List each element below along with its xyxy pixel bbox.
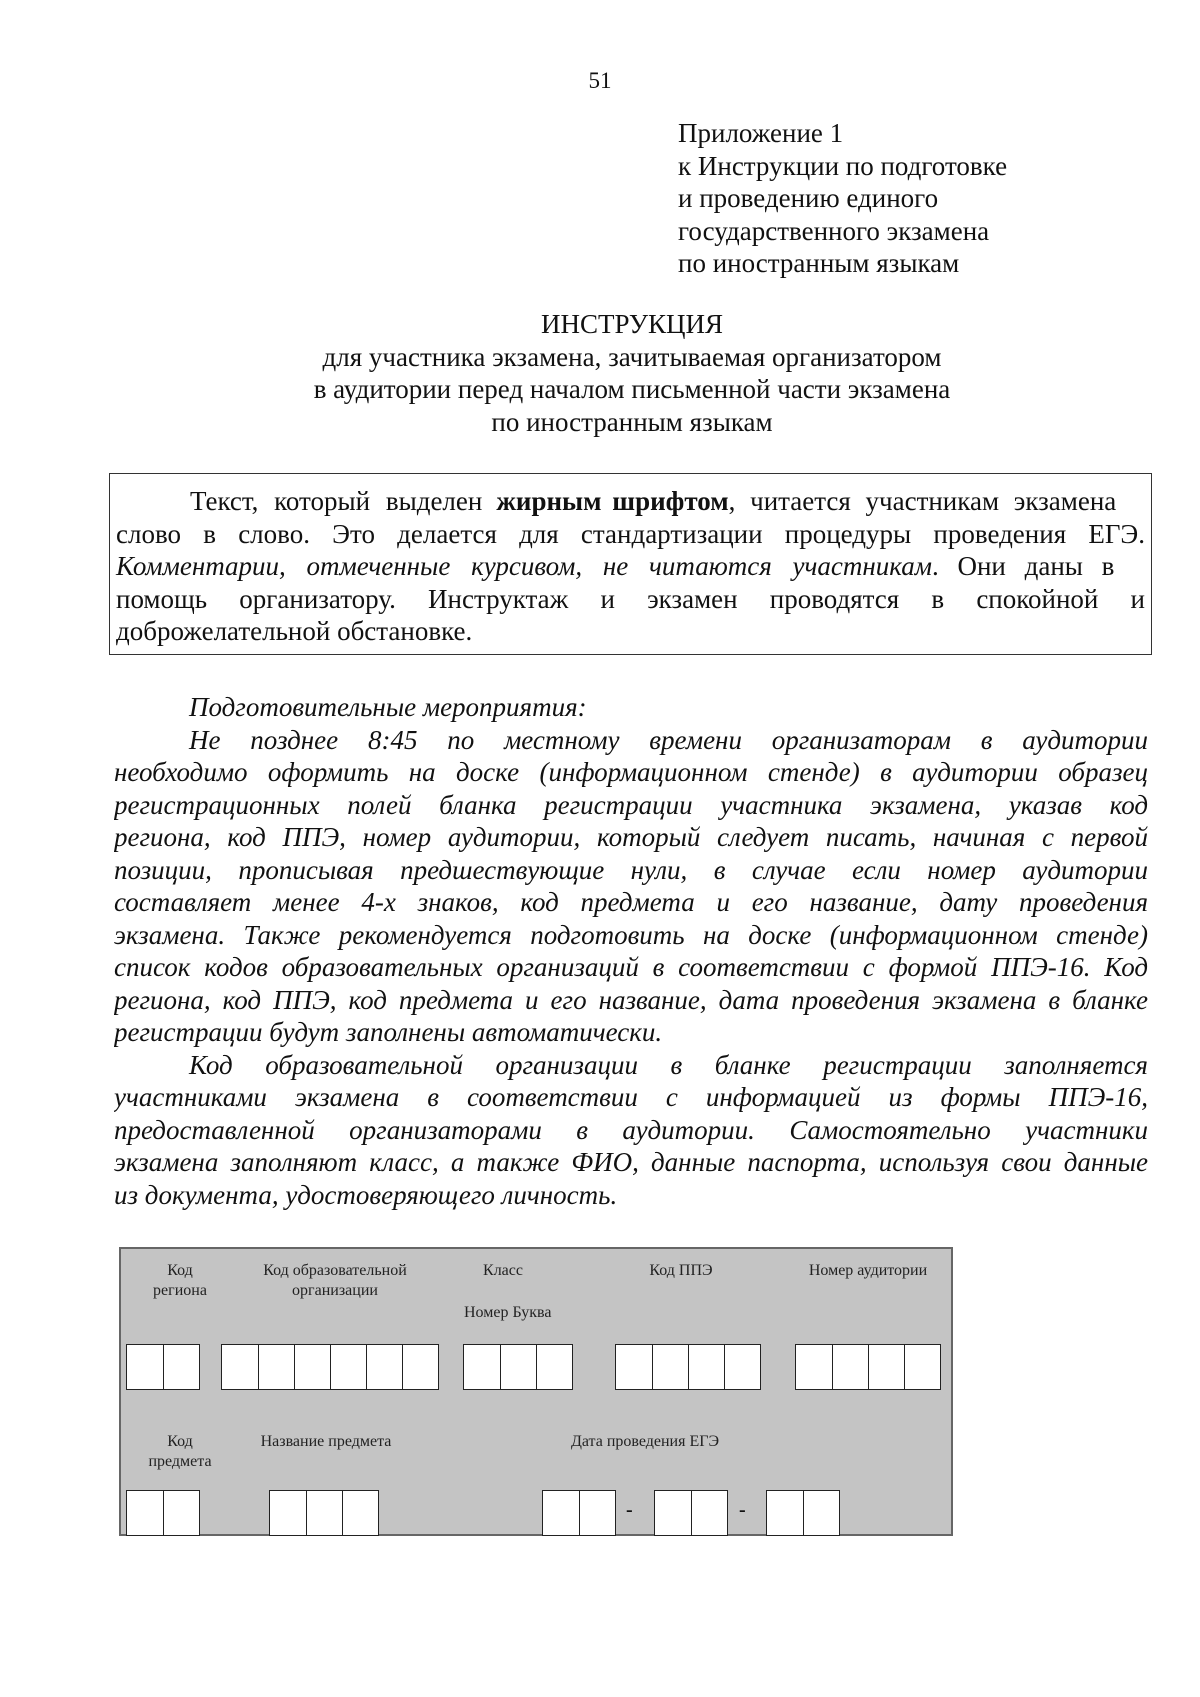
input-cell — [270, 1491, 306, 1535]
paragraph-line: экзамена заполняют класс, а также ФИО, данные паспорта, используя свои данные — [114, 1147, 1148, 1177]
notice-line — [116, 485, 1145, 518]
paragraph-line: Не позднее 8:45 по местному времени организаторам в аудитории — [189, 724, 1148, 755]
input-cell — [127, 1345, 163, 1389]
notice-bold-text: жирным шрифтом — [496, 486, 729, 516]
paragraph-line: экзамена. Также рекомендуется подготовить на доске (информационном стенде) — [114, 919, 1148, 950]
org-code-label — [253, 1261, 417, 1301]
paragraph-line: позиции, прописывая предшествующие нули, в случае если номер аудитории — [114, 854, 1148, 885]
class-cells — [463, 1344, 573, 1390]
ppe-code-cells — [615, 1344, 761, 1390]
appendix-line: по иностранным языкам — [678, 248, 960, 278]
input-cell — [306, 1491, 342, 1535]
label-line: предмета — [148, 1453, 212, 1470]
class-sub-label: Номер Буква — [464, 1304, 552, 1321]
class-label: Класс — [483, 1262, 523, 1279]
input-cell — [163, 1345, 199, 1389]
paragraph-line: региона, код ППЭ, номер аудитории, который следует писать, начиная с первой — [114, 822, 1148, 852]
input-cell — [163, 1491, 199, 1535]
input-cell — [294, 1345, 330, 1389]
paragraph-line: необходимо оформить на доске (информационном стенде) в аудитории образец — [114, 757, 1148, 787]
page-number: 51 — [588, 68, 612, 93]
registration-form-sample — [119, 1247, 953, 1536]
notice-box — [109, 473, 1152, 655]
exam-date-year-cells — [766, 1490, 840, 1536]
input-cell — [803, 1491, 839, 1535]
room-number-cells — [795, 1344, 941, 1390]
subtitle-line: по иностранным языкам — [491, 406, 773, 437]
org-code-cells — [221, 1344, 439, 1390]
input-cell — [222, 1345, 258, 1389]
room-number-label: Номер аудитории — [808, 1262, 928, 1279]
notice-text: . Они даны в — [931, 551, 1115, 581]
input-cell — [767, 1491, 803, 1535]
notice-line: доброжелательной обстановке. — [116, 616, 473, 646]
notice-text: Текст, который выделен — [190, 486, 483, 516]
input-cell — [688, 1345, 724, 1389]
input-cell — [904, 1345, 940, 1389]
region-code-cells — [126, 1344, 200, 1390]
region-code-label — [145, 1261, 215, 1301]
exam-date-month-cells — [654, 1490, 728, 1536]
notice-line: помощь организатору. Инструктаж и экзамен проводятся в спокойной и — [116, 583, 1145, 614]
paragraph-line: предоставленной организаторами в аудитории. Самостоятельно участники — [114, 1114, 1148, 1145]
appendix-note — [678, 117, 1007, 280]
input-cell — [536, 1345, 572, 1389]
appendix-line: Приложение 1 — [678, 118, 844, 148]
instructions-body — [114, 691, 1148, 1211]
appendix-line: к Инструкции по подготовке — [678, 150, 1008, 181]
paragraph-line: регистрационных полей бланка регистрации участника экзамена, указав код — [114, 789, 1148, 820]
document-title: ИНСТРУКЦИЯ — [541, 309, 723, 339]
input-cell — [652, 1345, 688, 1389]
notice-line: слово в слово. Это делается для стандартизации процедуры проведения ЕГЭ. — [116, 518, 1145, 549]
input-cell — [616, 1345, 652, 1389]
subtitle-line: для участника экзамена, зачитываемая организатором — [322, 341, 942, 372]
date-separator: - — [739, 1499, 746, 1521]
notice-text: , читается участникам экзамена — [728, 486, 1117, 516]
notice-line — [116, 550, 1145, 583]
appendix-line: и проведению единого — [678, 183, 939, 213]
label-line: Код — [167, 1262, 193, 1279]
input-cell — [258, 1345, 294, 1389]
subject-code-label — [145, 1432, 215, 1472]
input-cell — [579, 1491, 615, 1535]
input-cell — [330, 1345, 366, 1389]
label-line: организации — [292, 1282, 378, 1299]
paragraph-line: список кодов образовательных организаций в соответствии с формой ППЭ-16. Код — [114, 952, 1148, 982]
input-cell — [832, 1345, 868, 1389]
input-cell — [127, 1491, 163, 1535]
paragraph-line: из документа, удостоверяющего личность. — [114, 1179, 618, 1210]
title-block — [0, 308, 1200, 438]
label-line: Код образовательной — [263, 1262, 407, 1279]
appendix-line: государственного экзамена — [678, 215, 990, 246]
input-cell — [868, 1345, 904, 1389]
paragraph-line: участниками экзамена в соответствии с информацией из формы ППЭ-16, — [114, 1082, 1148, 1112]
input-cell — [500, 1345, 536, 1389]
subject-name-label: Название предмета — [260, 1433, 392, 1450]
paragraph-line: Код образовательной организации в бланке регистрации заполняется — [189, 1049, 1148, 1080]
label-line: Код — [167, 1433, 193, 1450]
input-cell — [464, 1345, 500, 1389]
exam-date-day-cells — [542, 1490, 616, 1536]
label-line: региона — [153, 1282, 207, 1299]
subtitle-line: в аудитории перед началом письменной части экзамена — [313, 374, 951, 404]
exam-date-label: Дата проведения ЕГЭ — [570, 1433, 720, 1450]
paragraph-line: регистрации будут заполнены автоматически. — [114, 1017, 663, 1047]
input-cell — [796, 1345, 832, 1389]
paragraph-line: региона, код ППЭ, код предмета и его название, дата проведения экзамена в бланке — [114, 984, 1148, 1015]
subject-code-cells — [126, 1490, 200, 1536]
ppe-code-label: Код ППЭ — [649, 1262, 713, 1279]
input-cell — [402, 1345, 438, 1389]
input-cell — [655, 1491, 691, 1535]
paragraph-line: составляет менее 4-х знаков, код предмета и его название, дату проведения — [114, 887, 1148, 917]
section-heading: Подготовительные мероприятия: — [189, 692, 587, 722]
input-cell — [724, 1345, 760, 1389]
input-cell — [342, 1491, 378, 1535]
notice-italic-text: Комментарии, отмеченные курсивом, не читаются участникам — [116, 551, 932, 581]
input-cell — [691, 1491, 727, 1535]
input-cell — [543, 1491, 579, 1535]
input-cell — [366, 1345, 402, 1389]
date-separator: - — [626, 1499, 633, 1521]
subject-name-cells — [269, 1490, 379, 1536]
